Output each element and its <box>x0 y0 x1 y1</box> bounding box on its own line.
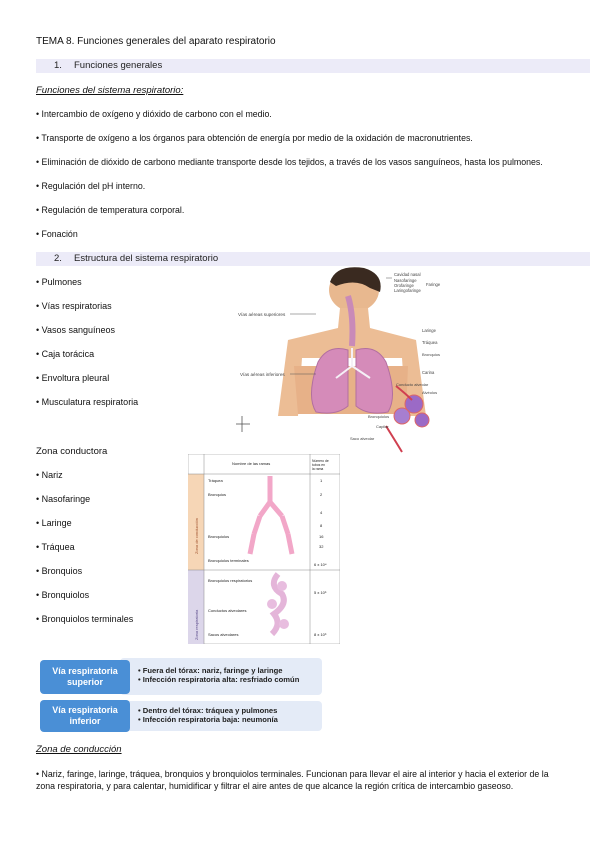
table-col2-header-2: tubos en <box>312 463 326 467</box>
label-orofaringe: Orofaringe <box>394 283 414 288</box>
structure-item: • Musculatura respiratoria <box>36 397 139 407</box>
label-vias-inferiores: Vías aéreas inferiores <box>240 372 285 377</box>
via-superior-text <box>120 658 322 695</box>
table-col1-header: Nombre de las ramas <box>232 461 271 466</box>
label-vias-superiores: Vías aéreas superiores <box>238 312 286 317</box>
zona-conduccion-paragraph: • Nariz, faringe, laringe, tráquea, bronquios y bronquiolos terminales. Funcionan para llevar el aire al interior y hacia el exterior de la zona respiratoria, y para calentar, humidificar y filtrar el aire antes de que alcance la región crítica de intercambio gaseoso. <box>36 769 549 791</box>
page-title: TEMA 8. Funciones generales del aparato respiratorio <box>36 36 276 47</box>
structure-item: • Vasos sanguíneos <box>36 325 116 335</box>
row-number: 8 x 10⁶ <box>314 632 327 637</box>
label-carina: Carina <box>422 370 435 375</box>
function-item: • Eliminación de dióxido de carbono mediante transporte desde los tejidos, a través de los vasos sanguíneos, hasta los pulmones. <box>36 157 543 167</box>
row-number: 16 <box>319 534 324 539</box>
function-item: • Regulación del pH interno. <box>36 181 146 191</box>
row-number: 1 <box>320 478 323 483</box>
label-laringofaringe: Laringofaringe <box>394 288 421 293</box>
label-saco-alveolar: Saco alveolar <box>350 436 375 441</box>
section-number: 2. <box>54 253 62 264</box>
function-item: • Fonación <box>36 229 78 239</box>
via-inferior-text <box>120 701 322 731</box>
row-label: Bronquiolos terminales <box>208 558 249 563</box>
row-number: 4 <box>320 510 323 515</box>
zona-item: • Laringe <box>36 518 72 528</box>
via-superior-line1: • Fuera del tórax: nariz, faringe y laringe <box>138 666 283 675</box>
zona-item: • Nariz <box>36 470 63 480</box>
via-inferior-line1: • Dentro del tórax: tráquea y pulmones <box>138 706 278 715</box>
structure-item: • Vías respiratorias <box>36 301 112 311</box>
label-faringe: Faringe <box>426 282 441 287</box>
via-inferior-line2: • Infección respiratoria baja: neumonía <box>138 715 278 724</box>
section-label: Funciones generales <box>74 60 163 71</box>
via-inferior-label: Vía respiratoria inferior <box>40 700 130 732</box>
row-label: Conductos alveolares <box>208 608 247 613</box>
row-number: 8 <box>320 523 323 528</box>
structure-item: • Envoltura pleural <box>36 373 110 383</box>
via-superior-label: Vía respiratoria superior <box>40 660 130 694</box>
structure-item: • Caja torácica <box>36 349 95 359</box>
label-conducto-alveolar: Conducto alveolar <box>396 382 429 387</box>
subheading-zona-conduccion: Zona de conducción <box>36 744 122 755</box>
subheading-funciones: Funciones del sistema respiratorio: <box>36 85 184 96</box>
section-number: 1. <box>54 60 62 71</box>
zona-item: • Bronquios <box>36 566 83 576</box>
function-item: • Transporte de oxígeno a los órganos para obtención de energía por medio de la oxidación de macronutrientes. <box>36 133 473 143</box>
row-label: Sacos alveolares <box>208 632 239 637</box>
row-number: 2 <box>320 492 323 497</box>
zona-item: • Tráquea <box>36 542 75 552</box>
table-col2-header-3: la rama <box>312 467 324 471</box>
label-laringe: Laringe <box>422 328 436 333</box>
airway-branching-table <box>188 454 340 644</box>
zone2-label: Zona respiratoria <box>194 609 199 640</box>
section-label: Estructura del sistema respiratorio <box>74 253 219 264</box>
respiratory-anatomy-figure <box>236 266 448 456</box>
section-heading-2 <box>36 252 590 266</box>
section-heading-1 <box>36 59 590 73</box>
row-label: Bronquiolos <box>208 534 230 539</box>
zona-item: • Bronquiolos <box>36 590 90 600</box>
function-item: • Regulación de temperatura corporal. <box>36 205 185 215</box>
label-bronquios-principales: Bronquios <box>422 352 441 357</box>
zona-item: • Nasofaringe <box>36 494 91 504</box>
zone1-label: Zona de conducción <box>194 517 199 554</box>
label-capilar: Capilar <box>376 424 389 429</box>
row-label: Tráquea <box>208 478 223 483</box>
structure-item: • Pulmones <box>36 277 82 287</box>
label-alveolos: Alvéolos <box>422 390 438 395</box>
row-number: 5 x 10⁵ <box>314 590 327 595</box>
table-col2-header: Número de <box>312 459 329 463</box>
label-traquea: Tráquea <box>422 340 438 345</box>
row-number: 32 <box>319 544 324 549</box>
row-number: 6 x 10⁴ <box>314 562 327 567</box>
zona-item: • Bronquiolos terminales <box>36 614 134 624</box>
row-label: Bronquiolos respiratorios <box>208 578 253 583</box>
via-superior-line2: • Infección respiratoria alta: resfriado común <box>138 675 300 684</box>
label-nasofaringe: Nasofaringe <box>394 278 417 283</box>
row-label: Bronquios <box>208 492 227 497</box>
label-cavidad-nasal: Cavidad nasal <box>394 272 421 277</box>
zona-conductora-title: Zona conductora <box>36 446 108 457</box>
function-item: • Intercambio de oxígeno y dióxido de carbono con el medio. <box>36 109 272 119</box>
label-bronquiolos: Bronquiolos <box>368 414 390 419</box>
